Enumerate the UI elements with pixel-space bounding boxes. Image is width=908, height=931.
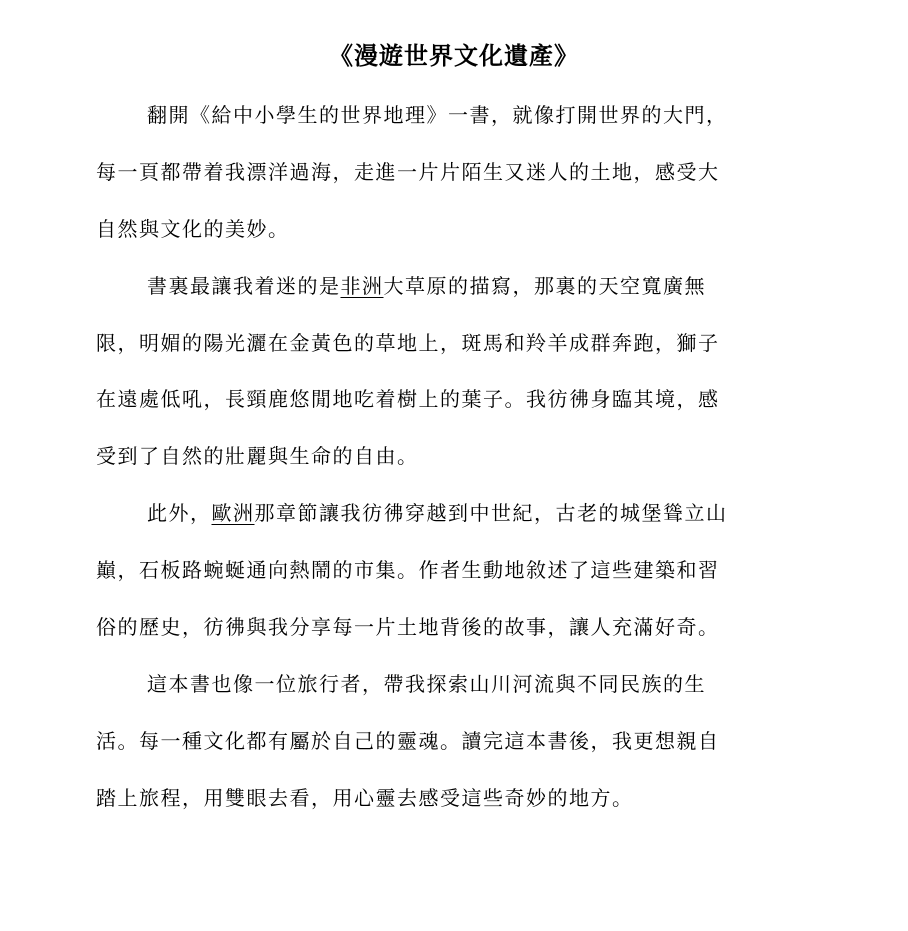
paragraph-1-line-2: 每一頁都帶着我漂洋過海，走進一片片陌生又迷人的土地，感受大 (96, 159, 720, 184)
paragraph-3-line-1 (96, 492, 816, 549)
paragraph-2-line-1 (96, 265, 816, 322)
paragraph-3-line-1-pre: 此外， (147, 501, 212, 526)
paragraph-2-line-1-pre: 書裏最讓我着迷的是 (147, 273, 341, 298)
essay-title: 《漫遊世界文化遺產》 (329, 41, 579, 70)
paragraph-2-line-3: 在遠處低吼，長頸鹿悠閒地吃着樹上的葉子。我彷彿身臨其境，感 (96, 387, 720, 412)
paragraph-1-line-3: 自然與文化的美妙。 (96, 216, 290, 241)
paragraph-2-line-4: 受到了自然的壯麗與生命的自由。 (96, 444, 419, 469)
paragraph-3-line-2: 巔，石板路蜿蜒通向熱鬧的市集。作者生動地敘述了這些建築和習 (96, 558, 720, 583)
paragraph-1-line-1: 翻開《給中小學生的世界地理》一書，就像打開世界的大門， (147, 103, 728, 127)
paragraph-3-line-1-post: 那章節讓我彷彿穿越到中世紀，古老的城堡聳立山 (254, 501, 728, 526)
paragraph-4-line-3: 踏上旅程，用雙眼去看，用心靈去感受這些奇妙的地方。 (96, 785, 634, 810)
paragraph-3-line-3: 俗的歷史，彷彿與我分享每一片土地背後的故事，讓人充滿好奇。 (96, 615, 720, 640)
paragraph-2-line-1-post: 大草原的描寫，那裏的天空寬廣無 (383, 273, 706, 298)
paragraph-2-line-2: 限，明媚的陽光灑在金黃色的草地上，斑馬和羚羊成群奔跑，獅子 (96, 330, 720, 355)
underlined-place-name-africa: 非洲 (340, 273, 384, 298)
paragraph-4-line-1: 這本書也像一位旅行者，帶我探索山川河流與不同民族的生 (147, 671, 706, 696)
essay-body (96, 94, 816, 834)
paragraph-4-line-2: 活。每一種文化都有屬於自己的靈魂。讀完這本書後，我更想親自 (96, 728, 720, 753)
underlined-place-name-europe: 歐洲 (211, 501, 255, 526)
